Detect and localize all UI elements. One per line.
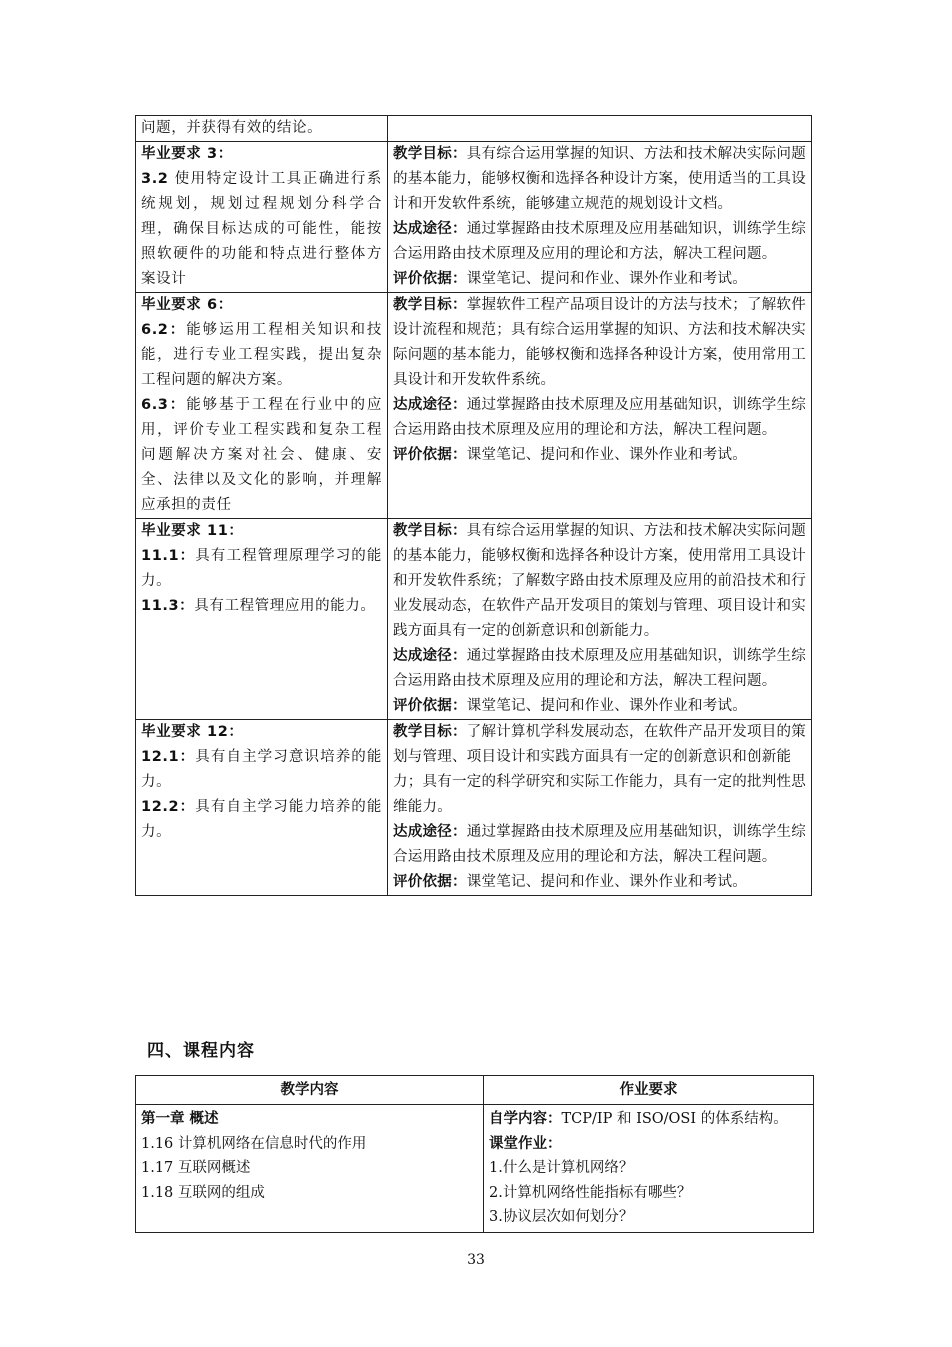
objective-label: 评价依据： — [393, 271, 467, 287]
objective-text: 具有综合运用掌握的知识、方法和技术解决实际问题的基本能力，能够权衡和选择各种设计方案，使用适当的工具设计和开发软件系统，能够建立规范的规划设计文档。 — [393, 146, 806, 212]
requirement-item-text: 能够基于工程在行业中的应用，评价专业工程实践和复杂工程问题解决方案对社会、健康、安全、法律以及文化的影响，并理解应承担的责任 — [141, 397, 382, 513]
homework-question: 3.协议层次如何划分？ — [489, 1209, 634, 1225]
objective-text: 通过掌握路由技术原理及应用基础知识，训练学生综合运用路由技术原理及应用的理论和方法，解决工程问题。 — [393, 648, 806, 689]
objective-label: 教学目标： — [393, 523, 467, 539]
requirement-item-text: 具有工程管理原理学习的能力。 — [141, 548, 382, 589]
graduation-requirements-table — [135, 115, 812, 896]
objective-label: 教学目标： — [393, 297, 467, 313]
objective-text: 具有综合运用掌握的知识、方法和技术解决实际问题的基本能力，能够权衡和选择各种设计方案，使用常用工具设计和开发软件系统；了解数字路由技术原理及应用的前沿技术和行业发展动态，在软件产品开发项目的策划与管理、项目设计和实践方面具有一定的创新意识和创新能力。 — [393, 523, 806, 639]
homework-cell — [484, 1105, 814, 1233]
table-header-row — [136, 1076, 814, 1105]
chapter-title: 第一章 概述 — [141, 1111, 219, 1127]
content-line: 1.17 互联网概述 — [141, 1160, 251, 1176]
objective-label: 达成途径： — [393, 397, 467, 413]
table-row — [136, 720, 812, 896]
requirement-heading: 毕业要求 3： — [141, 146, 233, 162]
homework-question: 1.什么是计算机网络？ — [489, 1160, 634, 1176]
self-study-line — [489, 1107, 808, 1132]
objective-label: 教学目标： — [393, 146, 467, 162]
objective-text: 通过掌握路由技术原理及应用基础知识，训练学生综合运用路由技术原理及应用的理论和方法，解决工程问题。 — [393, 221, 806, 262]
objective-text: 掌握软件工程产品项目设计的方法与技术；了解软件设计流程和规范；具有综合运用掌握的知识、方法和技术解决实际问题的基本能力，能够权衡和选择各种设计方案，使用常用工具设计和开发软件系统。 — [393, 297, 806, 388]
objective-cell — [388, 293, 812, 519]
objective-text: 通过掌握路由技术原理及应用基础知识，训练学生综合运用路由技术原理及应用的理论和方法，解决工程问题。 — [393, 824, 806, 865]
section-title: 四、课程内容 — [147, 1041, 255, 1061]
self-study-text: TCP/IP 和 ISO/OSI 的体系结构。 — [561, 1111, 788, 1127]
self-study-label: 自学内容： — [489, 1111, 562, 1127]
requirement-item-label: 11.3： — [141, 598, 195, 614]
objective-label: 评价依据： — [393, 698, 467, 714]
requirement-cell — [136, 142, 388, 293]
objective-label: 达成途径： — [393, 824, 467, 840]
requirement-item-label: 3.2 — [141, 171, 169, 187]
objective-label: 评价依据： — [393, 447, 467, 463]
objective-label: 达成途径： — [393, 648, 467, 664]
objective-paragraph — [393, 694, 806, 719]
requirement-item-label: 6.3： — [141, 397, 187, 413]
objective-text: 了解计算机学科发展动态，在软件产品开发项目的策划与管理、项目设计和实践方面具有一定的创新意识和创新能力；具有一定的科学研究和实际工作能力，具有一定的批判性思维能力。 — [393, 724, 806, 815]
objective-paragraph — [393, 519, 806, 644]
requirement-cell — [136, 116, 388, 142]
objective-cell — [388, 519, 812, 720]
objective-text: 课堂笔记、提问和作业、课外作业和考试。 — [466, 447, 747, 463]
requirement-cell — [136, 293, 388, 519]
content-line: 1.18 互联网的组成 — [141, 1184, 265, 1201]
requirement-item-text: 使用特定设计工具正确进行系统规划，规划过程规划分科学合理，确保目标达成的可能性，能按照软硬件的功能和特点进行整体方案设计 — [141, 171, 382, 287]
objective-paragraph — [393, 644, 806, 694]
objective-paragraph — [393, 820, 806, 870]
requirement-item-label: 12.1： — [141, 749, 196, 765]
requirement-item — [141, 594, 382, 619]
table-row — [136, 519, 812, 720]
objective-cell — [388, 720, 812, 896]
requirement-item-label: 11.1： — [141, 548, 196, 564]
requirement-cell — [136, 720, 388, 896]
objective-cell — [388, 116, 812, 142]
class-homework-label: 课堂作业： — [489, 1135, 562, 1152]
objective-paragraph — [393, 267, 806, 292]
teaching-content-cell — [136, 1105, 484, 1233]
course-content-table — [135, 1075, 814, 1233]
requirement-item-text: 问题，并获得有效的结论。 — [141, 120, 323, 136]
table-row — [136, 142, 812, 293]
requirement-heading: 毕业要求 6： — [141, 297, 233, 313]
objective-cell — [388, 142, 812, 293]
requirement-heading: 毕业要求 11： — [141, 523, 244, 539]
requirement-item-text: 具有自主学习能力培养的能力。 — [141, 799, 382, 840]
requirement-item — [141, 318, 382, 393]
requirement-item-text: 能够运用工程相关知识和技能，进行专业工程实践，提出复杂工程问题的解决方案。 — [141, 322, 382, 388]
objective-paragraph — [393, 443, 806, 468]
page-number: 33 — [467, 1252, 485, 1268]
requirement-item — [141, 795, 382, 845]
requirement-cell — [136, 519, 388, 720]
table-row — [136, 116, 812, 142]
objective-text: 课堂笔记、提问和作业、课外作业和考试。 — [466, 698, 747, 714]
objective-label: 达成途径： — [393, 221, 467, 237]
homework-question: 2.计算机网络性能指标有哪些？ — [489, 1184, 692, 1201]
requirement-item-text: 具有工程管理应用的能力。 — [194, 598, 376, 614]
requirement-item — [141, 393, 382, 518]
requirement-item-label: 6.2： — [141, 322, 187, 338]
requirement-item-text: 具有自主学习意识培养的能力。 — [141, 749, 382, 790]
requirement-heading: 毕业要求 12： — [141, 724, 244, 740]
requirement-item — [141, 116, 382, 141]
objective-paragraph — [393, 393, 806, 443]
objective-paragraph — [393, 870, 806, 895]
objective-text: 课堂笔记、提问和作业、课外作业和考试。 — [466, 271, 747, 287]
requirement-item — [141, 745, 382, 795]
requirement-item — [141, 544, 382, 594]
objective-paragraph — [393, 142, 806, 217]
objective-paragraph — [393, 293, 806, 393]
objective-paragraph — [393, 720, 806, 820]
requirement-item — [141, 167, 382, 292]
content-line: 1.16 计算机网络在信息时代的作用 — [141, 1135, 367, 1152]
objective-label: 评价依据： — [393, 874, 467, 890]
requirement-item-label: 12.2： — [141, 799, 196, 815]
table-row — [136, 1105, 814, 1233]
table-row — [136, 293, 812, 519]
objective-text: 课堂笔记、提问和作业、课外作业和考试。 — [466, 874, 747, 890]
header-teaching-content: 教学内容 — [136, 1076, 484, 1105]
objective-label: 教学目标： — [393, 724, 467, 740]
header-homework: 作业要求 — [484, 1076, 814, 1105]
objective-text: 通过掌握路由技术原理及应用基础知识，训练学生综合运用路由技术原理及应用的理论和方法，解决工程问题。 — [393, 397, 806, 438]
objective-paragraph — [393, 217, 806, 267]
